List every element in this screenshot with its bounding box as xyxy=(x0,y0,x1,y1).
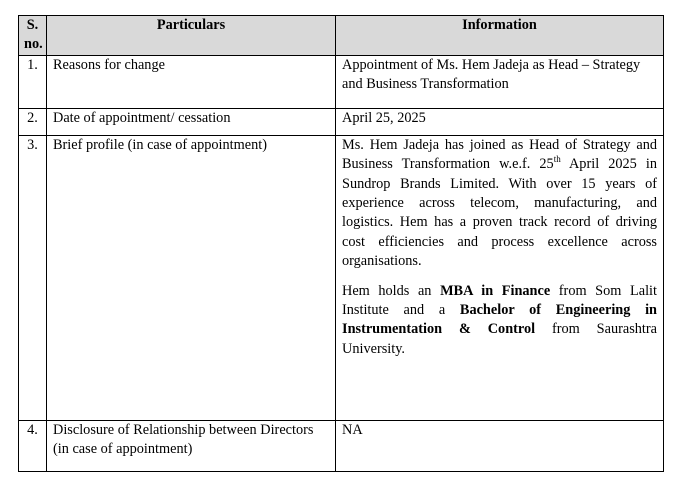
row-sno: 2. xyxy=(19,108,47,135)
table-row xyxy=(19,108,664,135)
row-info xyxy=(336,135,664,420)
qualification-text-part: from Som Lalit Institute and a xyxy=(342,282,657,319)
profile-text-part: Ms. Hem Jadeja has joined as Head of Strategy and Business Transformation w.e.f. 25 xyxy=(342,136,657,173)
table-header-row xyxy=(19,16,664,56)
degree-be: Bachelor of Engineering in Instrumentation & Control xyxy=(342,302,657,338)
row-sno: 1. xyxy=(19,55,47,108)
ordinal-suffix: th xyxy=(553,154,561,165)
row-info: April 25, 2025 xyxy=(336,108,664,135)
degree-mba: MBA in Finance xyxy=(440,282,551,299)
header-sno: S. no. xyxy=(19,16,47,56)
row-info: Appointment of Ms. Hem Jadeja as Head – Strategy and Business Transformation xyxy=(336,55,664,108)
qualification-text-part: from Saurashtra University. xyxy=(342,321,657,357)
table-row xyxy=(19,135,664,420)
qualification-text-part: Hem holds an xyxy=(342,282,441,299)
profile-text-part: April 2025 in Sundrop Brands Limited. With over 15 years of experience across telecom, manufacturing, and logistics. Hem has a proven track record of driving cost efficiencies and process excellence across organisations. xyxy=(342,156,657,270)
row-info: NA xyxy=(336,420,664,471)
header-information: Information xyxy=(336,16,664,56)
profile-paragraph xyxy=(342,136,657,272)
row-sno: 3. xyxy=(19,135,47,420)
row-sno: 4. xyxy=(19,420,47,471)
qualification-paragraph xyxy=(342,282,657,360)
row-particular: Brief profile (in case of appointment) xyxy=(47,135,336,420)
row-particular: Date of appointment/ cessation xyxy=(47,108,336,135)
row-particular: Reasons for change xyxy=(47,55,336,108)
table-row xyxy=(19,420,664,471)
appointment-disclosure-table xyxy=(18,15,664,472)
header-particulars: Particulars xyxy=(47,16,336,56)
row-particular: Disclosure of Relationship between Directors (in case of appointment) xyxy=(47,420,336,471)
table-row xyxy=(19,55,664,108)
